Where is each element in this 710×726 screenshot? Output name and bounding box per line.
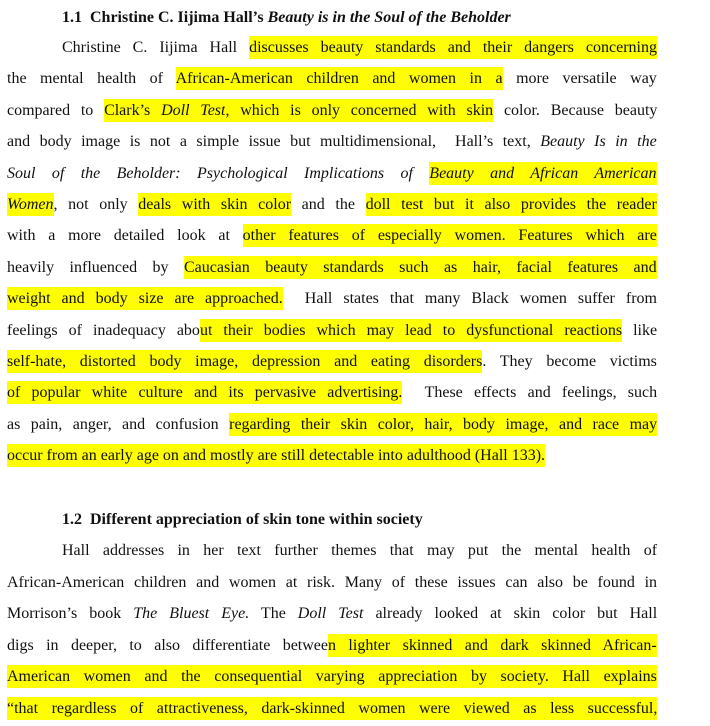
highlighted-text: deals with skin color <box>138 196 292 213</box>
body-text: Beauty Is in the <box>540 133 657 151</box>
section-number: 1.2 <box>62 511 82 528</box>
body-text: Hall addresses in her text further themes that may put the mental health of <box>62 542 658 559</box>
paragraph-line <box>0 377 710 408</box>
highlighted-text: discusses beauty standards and their dangers concerning <box>249 39 657 56</box>
highlighted-text: Clark’s <box>104 101 162 119</box>
body-text: African-American children and women at risk. Many of these issues can also be found in <box>7 573 658 591</box>
body-text: as pain, anger, and confusion <box>7 415 230 433</box>
section-title: Different appreciation of skin tone within society <box>90 511 423 528</box>
paragraph-line <box>0 630 710 661</box>
body-text: the mental health of <box>7 70 176 88</box>
body-text: and body image is not a simple issue but multidimensional, Hall’s text, <box>7 133 541 151</box>
section-title: Christine C. Iijima Hall’s <box>90 9 264 26</box>
body-text: with a more detailed look at <box>7 227 243 245</box>
paragraph-line <box>0 567 710 598</box>
highlighted-text: other features of especially women. Features which are <box>242 227 657 245</box>
section-number: 1.1 <box>62 9 82 26</box>
body-text: Hall states that many Black women suffer from <box>282 290 657 308</box>
paragraph-line <box>0 661 710 692</box>
paragraph-line <box>0 409 710 440</box>
paragraph-line <box>0 95 710 126</box>
paragraph-line <box>0 346 710 377</box>
highlighted-text: Beauty and African American <box>429 164 657 182</box>
highlighted-text: Caucasian beauty standards such as hair, facial features and <box>183 258 657 276</box>
section-heading-1-1 <box>62 8 511 28</box>
body-text: color. Because beauty <box>493 101 658 119</box>
body-text: Doll Test <box>297 605 364 622</box>
paragraph-line <box>0 283 710 314</box>
highlighted-text: “that regardless of attractiveness, dark-skinned women were viewed as less successful, <box>7 699 658 717</box>
highlighted-text: of popular white culture and its pervasive advertising. <box>7 384 403 402</box>
paragraph-line <box>0 126 710 157</box>
paragraph-line <box>0 693 710 724</box>
highlighted-text: Doll Test <box>161 101 226 119</box>
highlighted-text: self-hate, distorted body image, depression and eating disorders <box>7 353 483 370</box>
body-text: compared to <box>7 101 105 119</box>
body-text: These effects and feelings, such <box>402 384 658 402</box>
highlighted-text: Women <box>7 196 54 213</box>
paragraph-line <box>0 158 710 189</box>
body-text: already looked at skin color but Hall <box>363 605 658 622</box>
body-text: and the <box>291 196 366 213</box>
highlighted-text: , which is only concerned with skin <box>225 101 494 119</box>
highlighted-text: weight and body size are approached. <box>7 290 283 308</box>
highlighted-text: n lighter skinned and dark skinned African- <box>328 636 657 654</box>
highlighted-text: regarding their skin color, hair, body image, and race may <box>229 415 658 433</box>
section-heading-1-2 <box>62 510 423 530</box>
body-text: , not only <box>53 196 139 213</box>
highlighted-text: occur from an early age on and mostly are still detectable into adulthood (Hall 133). <box>7 447 546 465</box>
section-title-italic: Beauty is in the Soul of the Beholder <box>267 9 511 26</box>
highlighted-text: ut their bodies which may lead to dysfunctional reactions <box>199 321 623 339</box>
body-text: The <box>249 605 298 622</box>
body-text: like <box>622 321 658 339</box>
body-text: Soul of the Beholder: Psychological Implications of <box>7 164 430 182</box>
paragraph-line <box>0 220 710 251</box>
paragraph-line <box>0 63 710 94</box>
body-text: feelings of inadequacy abo <box>7 321 200 339</box>
body-text: . They become victims <box>482 353 657 370</box>
body-text: Christine C. Iijima Hall <box>62 39 250 56</box>
paragraph-line <box>0 598 710 629</box>
paragraph-line <box>0 535 710 566</box>
body-text: The Bluest Eye. <box>133 605 250 622</box>
paragraph-line <box>0 315 710 346</box>
body-text: digs in deeper, to also differentiate betwee <box>7 636 329 654</box>
body-text: Morrison’s book <box>7 605 134 622</box>
paragraph-line <box>0 252 710 283</box>
body-text: heavily influenced by <box>7 258 184 276</box>
highlighted-text: African-American children and women in a <box>175 70 503 88</box>
paragraph-line <box>0 440 710 471</box>
body-text: more versatile way <box>502 70 657 88</box>
highlighted-text: American women and the consequential varying appreciation by society. Hall explains <box>7 668 657 685</box>
paragraph-line <box>0 189 710 220</box>
highlighted-text: doll test but it also provides the reader <box>365 196 657 213</box>
paragraph-line <box>0 32 710 63</box>
